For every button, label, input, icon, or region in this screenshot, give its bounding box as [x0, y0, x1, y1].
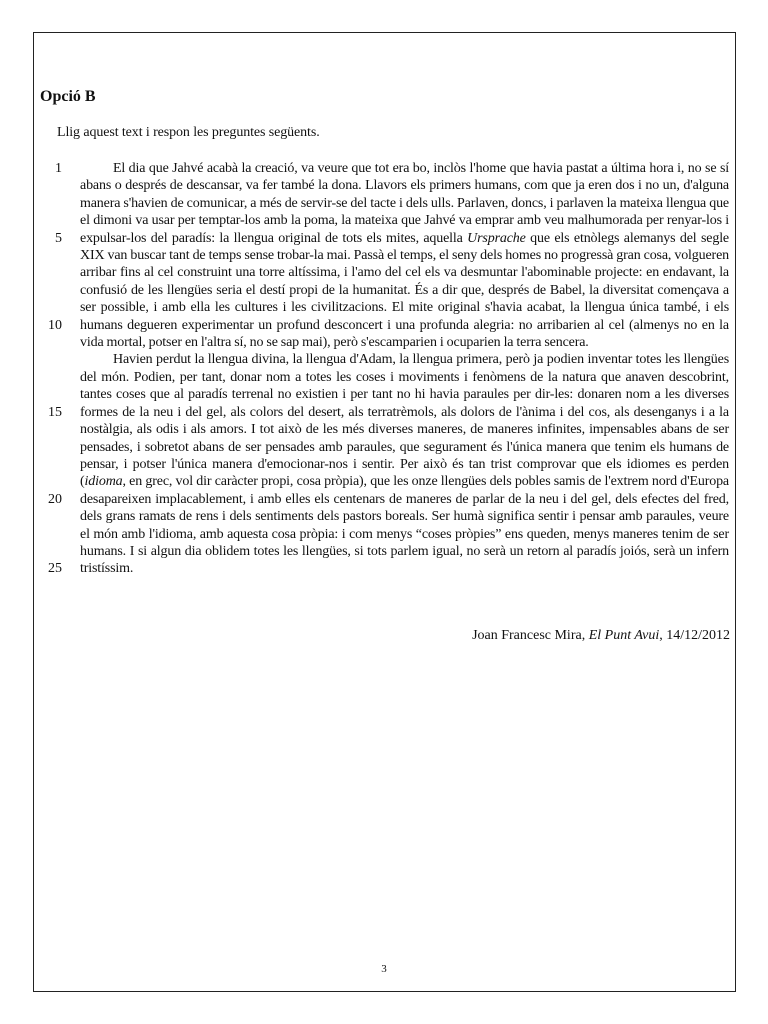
section-heading: Opció B — [40, 88, 96, 105]
citation — [472, 628, 730, 644]
paragraph-1 — [80, 160, 729, 351]
line-number: 25 — [48, 561, 62, 577]
paragraph-2 — [80, 351, 729, 577]
paragraph-text: Havien perdut la llengua divina, la llengua d'Adam, la llengua primera, però ja podien inventar totes les llengües del món. Podien, per tant, donar nom a totes les coses i moviments i fenòmens de la natura que anaven descobrint, tantes coses que al paradís terrenal no existien i per tant no hi havia paraules per dir-les: donaren nom a les diverses formes de la neu i del gel, als colors del desert, als terratrèmols, als dolors de l'ànima i del cos, als desenganys i a la nostàlgia, als odis i als amors. I tot això de les més diverses maneres, de maneres infinites, impensables abans de ser pensades, i sobretot abans de ser pensades amb paraules, que segurament és l'única manera que tenim els humans de pensar, i potser l'única manera d'emocionar-nos i sentir. Per això és tan trist comprovar que els idiomes es perden ( — [80, 352, 729, 490]
line-number: 20 — [48, 491, 62, 507]
line-number: 1 — [55, 161, 62, 176]
citation-separator: , — [581, 628, 589, 643]
line-number: 10 — [48, 317, 62, 333]
paragraph-text: , en grec, vol dir caràcter propi, cosa pròpia), que les onze llengües dels pobles samis de l'extrem nord d'Europa desapareixen implacablement, i amb elles els centenars de maneres de parlar de la neu i del gel, dels efectes del fred, dels grans ramats de rens i dels sentiments dels pastors boreals. Ser humà significa sentir i pensar amb paraules, veure el món amb l'idioma, amb aquesta cosa pròpia: i com menys “coses pròpies” ens queden, menys maneres tenim de ser humans. I si algun dia oblidem totes les llengües, si tots parlem igual, no serà un retorn al paradís joiós, serà un infern tristíssim. — [80, 474, 729, 577]
page-number: 3 — [381, 963, 387, 975]
reading-passage — [80, 160, 729, 578]
instruction-text: Llig aquest text i respon les preguntes següents. — [57, 125, 320, 140]
paragraph-text: que els etnòlegs alemanys del segle XIX van buscar tant de temps sense trobar-la mai. Passà el temps, el seny dels homes no progressà gran cosa, volgueren arribar fins al cel construint una torre altíssima, i l'amo del cel els va desmuntar l'abominable projecte: en endavant, la confusió de les llengües seria el destí propi de la humanitat. És a dir que, després de Babel, la diversitat començava a ser possible, i amb ella les cultures i les civilitzacions. El mite original s'havia acabat, la llengua única també, i els humans degueren experimentar un profund desconcert i una profunda alegria: no arribarien al cel (almenys no en la vida mortal, potser en l'altra sí, no se sap mai), però s'escamparien i ocuparien la terra sencera. — [80, 230, 729, 351]
emphasis-term: idioma — [84, 474, 123, 490]
emphasis-term: Ursprache — [467, 230, 526, 246]
line-number: 5 — [55, 230, 62, 246]
line-number: 15 — [48, 404, 62, 420]
citation-date: , 14/12/2012 — [659, 628, 730, 643]
citation-author: Joan Francesc Mira — [472, 628, 582, 643]
paragraph-text: El dia que Jahvé acabà la creació, va veure que tot era bo, inclòs l'home que havia pastat a última hora i, no se sí abans o després de descansar, va fer també la dona. Llavors els primers humans, com que ja eren dos i no un, d'alguna manera s'havien de comunicar, a més de servir-se del tacte i dels ulls. Parlaven, doncs, i parlaven la mateixa llengua que el dimoni va usar per temptar-los amb la poma, la mateixa que Jahvé va emprar amb veu malhumorada per renyar-los i expulsar-los del paradís: la llengua original de tots els mites, aquella — [80, 161, 729, 246]
citation-source: El Punt Avui — [588, 628, 660, 643]
